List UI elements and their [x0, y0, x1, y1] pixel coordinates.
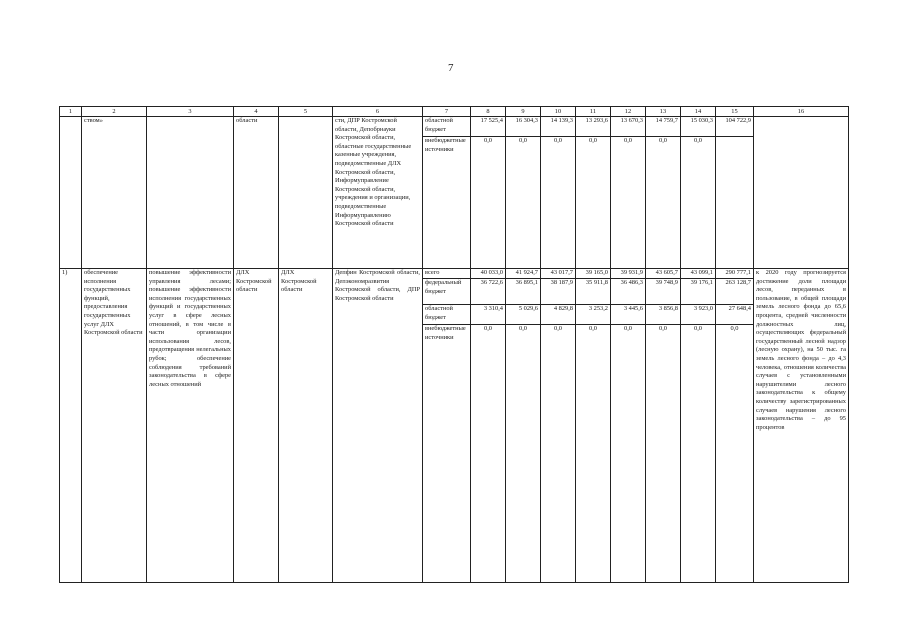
header-cell: 8 [471, 107, 506, 117]
value-cell: 3 923,0 [681, 305, 716, 325]
cont-responsible-cell: области [234, 117, 279, 269]
value-cell: 0,0 [681, 325, 716, 583]
coexecutors-cell: Депфин Костромской области, Депэкономразвития Костромской области, ДПР Костромской области [333, 269, 423, 583]
value-cell: 38 187,9 [541, 279, 576, 305]
activity-goal-cell: повышение эффективности управления лесами; повышение эффективности исполнения государственных функций и государственных услуг в сфере лесных отношений, в том числе в части организации использования лесов, предотвращения нелегальных рубок; обеспечение соблюдения требований законодательства в сфере лесных отношений [147, 269, 234, 583]
value-cell: 263 128,7 [716, 279, 754, 305]
value-cell: 4 829,8 [541, 305, 576, 325]
value-cell: 3 253,2 [576, 305, 611, 325]
header-cell: 14 [681, 107, 716, 117]
value-cell: 39 748,9 [646, 279, 681, 305]
value-cell: 104 722,9 [716, 117, 754, 137]
cont-coexecutors-cell: сти, ДПР Костромской области, Депобрнауки Костромской области, областные государственные казенные учреждения, подведомственные ДЛХ Костромской области, Информуправление Костромской области, учреждения и организации, подведомственные Информуправлению Костромской области [333, 117, 423, 269]
header-row [60, 107, 849, 117]
value-cell: 41 924,7 [506, 269, 541, 279]
value-cell: 16 304,3 [506, 117, 541, 137]
header-cell: 2 [82, 107, 147, 117]
header-cell: 3 [147, 107, 234, 117]
source-label: всего [423, 269, 471, 279]
value-cell: 43 605,7 [646, 269, 681, 279]
header-cell: 4 [234, 107, 279, 117]
source-label: внебюджетные источники [423, 325, 471, 583]
value-cell: 0,0 [576, 137, 611, 269]
value-cell: 39 176,1 [681, 279, 716, 305]
value-cell: 14 759,7 [646, 117, 681, 137]
header-cell: 15 [716, 107, 754, 117]
value-cell: 0,0 [576, 325, 611, 583]
value-cell: 43 017,7 [541, 269, 576, 279]
value-cell: 0,0 [681, 137, 716, 269]
value-cell: 36 486,3 [611, 279, 646, 305]
value-cell: 0,0 [506, 137, 541, 269]
value-cell: 14 139,3 [541, 117, 576, 137]
source-label: федеральный бюджет [423, 279, 471, 305]
expected-result-cell: к 2020 году прогнозируется достижение доли площади лесов, переданных в пользование, в общей площади земель лесного фонда до 65,6 процента, средней численности должностных лиц, осуществляющих федеральный государственный лесной надзор (лесную охрану), на 50 тыс. га земель лесного фонда – до 4,3 человека, отношения количества случаев с установленными нарушителями лесного законодательства к общему количеству зарегистрированных случаев нарушения лесного законодательства – до 95 процентов [754, 269, 849, 583]
value-cell: 39 165,0 [576, 269, 611, 279]
header-cell: 9 [506, 107, 541, 117]
table-row [60, 117, 849, 137]
value-cell: 3 445,6 [611, 305, 646, 325]
value-cell: 0,0 [471, 137, 506, 269]
value-cell: 3 856,8 [646, 305, 681, 325]
value-cell: 39 931,9 [611, 269, 646, 279]
header-cell: 13 [646, 107, 681, 117]
value-cell: 0,0 [611, 137, 646, 269]
value-cell: 290 777,1 [716, 269, 754, 279]
value-cell: 0,0 [541, 137, 576, 269]
value-cell: 15 030,3 [681, 117, 716, 137]
value-cell: 36 722,6 [471, 279, 506, 305]
header-cell: 5 [279, 107, 333, 117]
page-number: 7 [448, 62, 454, 74]
value-cell: 0,0 [716, 325, 754, 583]
header-cell: 16 [754, 107, 849, 117]
source-label: областной бюджет [423, 117, 471, 137]
value-cell: 3 310,4 [471, 305, 506, 325]
value-cell: 0,0 [471, 325, 506, 583]
header-cell: 12 [611, 107, 646, 117]
header-cell: 6 [333, 107, 423, 117]
header-cell: 11 [576, 107, 611, 117]
value-cell: 0,0 [611, 325, 646, 583]
value-cell: 0,0 [541, 325, 576, 583]
value-cell: 17 525,4 [471, 117, 506, 137]
value-cell: 27 648,4 [716, 305, 754, 325]
responsible-cell: ДЛХ Костромской области [234, 269, 279, 583]
header-cell: 1 [60, 107, 82, 117]
source-label: внебюджетные источники [423, 137, 471, 269]
row-number: 1) [60, 269, 82, 583]
value-cell: 0,0 [646, 325, 681, 583]
table-row [60, 269, 849, 279]
value-cell: 40 033,0 [471, 269, 506, 279]
header-cell: 7 [423, 107, 471, 117]
source-label: областной бюджет [423, 305, 471, 325]
value-cell: 0,0 [646, 137, 681, 269]
value-cell: 13 293,6 [576, 117, 611, 137]
value-cell: 13 670,3 [611, 117, 646, 137]
activity-name-cell: обеспечение исполнения государственных функций, предоставления государственных услуг ДЛХ Костромской области [82, 269, 147, 583]
value-cell: 43 099,1 [681, 269, 716, 279]
value-cell: 35 911,8 [576, 279, 611, 305]
header-cell: 10 [541, 107, 576, 117]
executor-cell: ДЛХ Костромской области [279, 269, 333, 583]
value-cell: 0,0 [506, 325, 541, 583]
value-cell: 36 895,1 [506, 279, 541, 305]
cont-goal-cell: ством» [82, 117, 147, 269]
program-table [59, 106, 849, 583]
value-cell: 5 029,6 [506, 305, 541, 325]
